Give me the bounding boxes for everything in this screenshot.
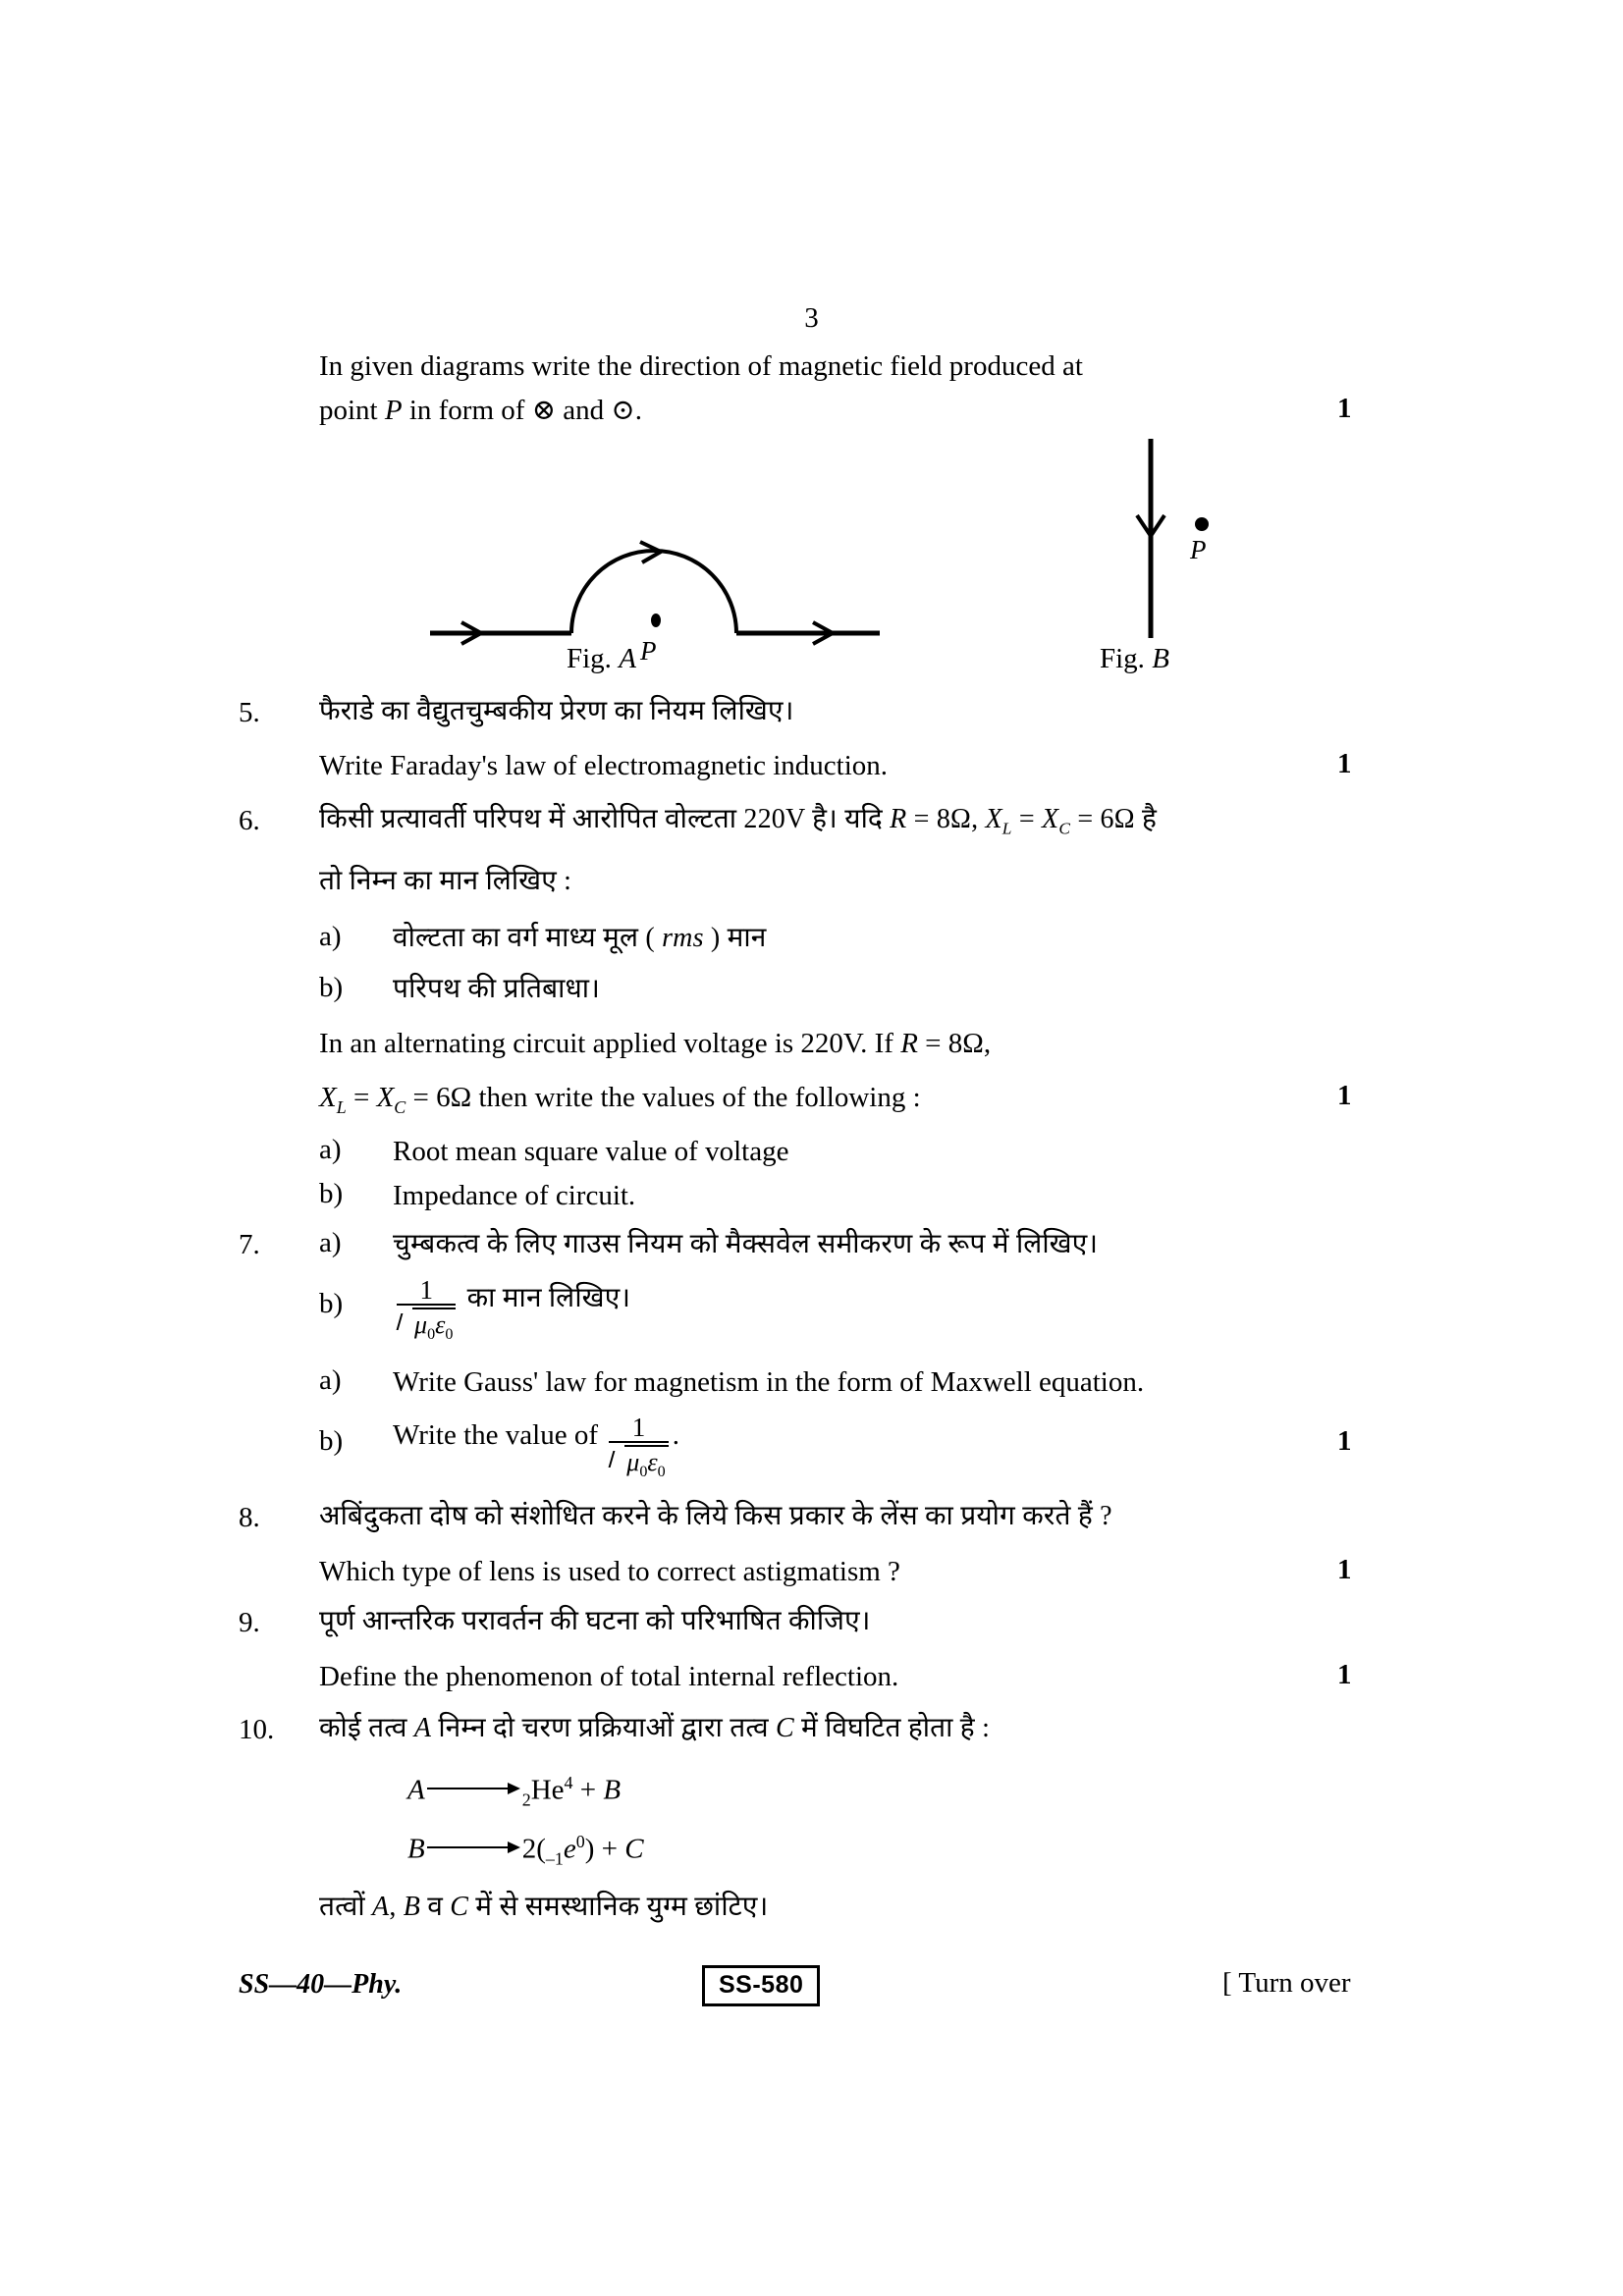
footer-code-badge: SS-580 [702,1965,820,2006]
mu-symbol: μ [414,1310,428,1340]
q6-hi-XL: X [985,804,1002,834]
question-10-hindi-line2 [319,1890,1335,1925]
figure-b-caption-pre: Fig. [1100,643,1153,674]
q10-hi-pre: कोई तत्व [319,1713,414,1743]
mu-subscript: 0 [427,1326,436,1344]
sqrt-icon [397,1308,456,1344]
q6-hi-a-pre: वोल्टता का वर्ग माध्य मूल ( [393,923,663,953]
q6-english-sub-a-label: a) [319,1134,342,1165]
q6-en-tail: then write the values of the following : [471,1082,921,1113]
q6-en-pre: In an alternating circuit applied voltage is 220V. If [319,1028,901,1059]
q6-hindi-sub-a-label: a) [319,921,342,952]
eq2-electron-symbol: e [563,1833,576,1865]
q10-hi2-mid: व [420,1892,451,1922]
epsilon-symbol: ε [435,1310,446,1340]
q6-en-R-val: = 8Ω, [917,1028,992,1059]
q6-hi-R: R [890,804,907,834]
fraction-denominator [397,1306,456,1344]
q6-hi-XC-sub: C [1058,819,1071,838]
radicand [412,1308,456,1344]
eq2-mass-number: 0 [575,1832,585,1851]
q7-english-sub-b-label: b) [319,1425,344,1457]
q10-reaction-equation-1 [407,1772,1424,1812]
sqrt-icon [609,1445,668,1481]
eq2-close-paren: ) [584,1833,595,1865]
q10-hi-mid: निम्न दो चरण प्रक्रियाओं द्वारा तत्व [431,1713,776,1743]
eq2-coefficient: 2( [521,1833,546,1865]
q10-reaction-equation-2 [407,1831,1424,1871]
q7-english-sub-b-text [393,1414,1335,1481]
q6-en-XC: X [376,1082,395,1113]
eq2-reactant: B [407,1833,425,1865]
q7-hindi-sub-a-text: चुम्बकत्व के लिए गाउस नियम को मैक्सवेल समीकरण के रूप में लिखिए। [393,1229,1099,1259]
q10-hi2-pre: तत्वों [319,1892,373,1922]
q4-line2-pre: point [319,395,385,426]
q4-line2-mid: in form of [402,395,532,426]
q6-hindi-sub-b-text: परिपथ की प्रतिबाधा। [393,974,601,1004]
q6-english-sub-b-text: Impedance of circuit. [393,1180,636,1211]
q6-en-eq1: = [346,1082,377,1113]
question-6-number: 6. [239,805,260,836]
q6-hi-eq1: = [1011,804,1043,834]
eq1-plus: + [572,1774,604,1806]
figure-b-caption [1100,643,1169,675]
question-7-number: 7. [239,1229,260,1260]
q6-hi-eq2: = 6Ω [1070,804,1142,834]
q6-en-XL: X [319,1082,337,1113]
mu-subscript: 0 [639,1464,648,1481]
cross-circle-icon: ⊗ [531,395,556,426]
question-10-hindi-line1 [319,1711,1370,1746]
q6-english-sub-b-label: b) [319,1178,344,1209]
eq2-charge-number: –1 [545,1848,564,1869]
figure-a-caption-var: A [619,643,636,674]
q6-hi-a-rms: rms [662,923,704,953]
page-number: 3 [804,302,819,334]
reaction-arrow-icon [427,1841,520,1854]
footer-turn-over: [ Turn over [1222,1967,1351,1999]
q6-en-eq2: = 6Ω [406,1082,472,1113]
figure-a-point-label: P [640,636,657,666]
q7-english-sub-a-label: a) [319,1364,342,1396]
q10-hi2-B: B [403,1892,421,1922]
figure-b-caption-var: B [1152,643,1169,674]
q6-hi-pre: किसी प्रत्यावर्ती परिपथ में आरोपित वोल्टता 220V है। यदि [319,804,891,834]
q7-hi-b-tail: का मान लिखिए। [460,1282,631,1313]
q7-en-b-post: . [672,1418,679,1451]
q6-en-XL-sub: L [336,1096,347,1117]
question-6-hindi-line1 [319,802,1375,840]
question-9-number: 9. [239,1607,260,1638]
question-9-english: Define the phenomenon of total internal reflection. [319,1661,899,1692]
question-10-number: 10. [239,1714,275,1745]
eq1-element-symbol: He [530,1774,565,1806]
figure-a-caption-pre: Fig. [567,643,620,674]
q7-hindi-sub-b-label: b) [319,1288,344,1319]
q6-hi-tail: है [1141,804,1158,834]
q10-hi2-C: C [450,1892,469,1922]
question-9-hindi: पूर्ण आन्तरिक परावर्तन की घटना को परिभाषित कीजिए। [319,1606,871,1636]
q6-english-sub-a-text: Root mean square value of voltage [393,1136,789,1167]
fraction-numerator: 1 [419,1275,433,1305]
radicand [624,1445,668,1481]
q4-instruction-text: In given diagrams write the direction of magnetic field produced at [319,350,1083,382]
question-6-marks: 1 [1337,1080,1352,1111]
q10-element-A: A [413,1713,432,1743]
q10-hi2-A: A [372,1892,390,1922]
question-8-marks: 1 [1337,1554,1352,1585]
q7-hindi-sub-a-label: a) [319,1227,342,1258]
q4-instruction-line2 [319,393,1338,430]
epsilon-symbol: ε [647,1448,658,1477]
footer-paper-subject-code: SS—40—Phy. [239,1969,403,2000]
q4-line2-end: . [634,395,642,426]
eq1-product-B: B [603,1774,622,1806]
q4-marks: 1 [1337,393,1352,424]
eq2-product-C: C [624,1833,644,1865]
fraction-numerator: 1 [631,1413,646,1442]
q10-hi2-comma: , [389,1892,404,1922]
q6-hindi-sub-a-text [393,921,1335,956]
q7-en-b-pre: Write the value of [393,1418,606,1451]
q4-line2-and: and [556,395,612,426]
fraction-denominator [609,1443,668,1481]
inverse-sqrt-mu-eps-fraction-english [609,1414,668,1481]
figure-b-diagram [1129,437,1325,643]
q6-hindi-sub-b-label: b) [319,972,344,1003]
q10-element-C: C [775,1713,794,1743]
question-6-english-line1 [319,1026,1375,1063]
eq1-mass-number: 4 [564,1773,573,1792]
q10-hi2-post: में से समस्थानिक युग्म छांटिए। [468,1892,769,1922]
q6-hi-XL-sub: L [1001,819,1012,838]
q6-hi-R-val: = 8Ω, [906,804,986,834]
q4-instruction-line1 [319,348,1338,386]
question-5-hindi: फैराडे का वैद्युतचुम्बकीय प्रेरण का नियम लिखिए। [319,696,794,726]
q6-hi-XC: X [1042,804,1059,834]
q4-point-variable: P [384,395,403,426]
inverse-sqrt-mu-eps-fraction-hindi [397,1276,456,1344]
eq1-reactant: A [407,1774,425,1806]
reaction-arrow-icon [427,1782,520,1795]
figure-a-diagram [422,510,933,667]
epsilon-subscript: 0 [445,1326,454,1344]
eq2-plus: + [594,1833,625,1865]
mu-symbol: μ [626,1448,640,1477]
q10-hi-post: में विघटित होता है : [793,1713,991,1743]
dot-circle-icon: ⊙ [611,395,635,426]
figure-b-svg [1129,437,1325,643]
q6-en-R: R [900,1028,918,1059]
epsilon-subscript: 0 [657,1464,666,1481]
figure-a-caption [567,643,636,675]
question-6-english-line2 [319,1080,1335,1119]
q7-english-sub-a-text: Write Gauss' law for magnetism in the form of Maxwell equation. [393,1366,1145,1398]
question-8-hindi: अबिंदुकता दोष को संशोधित करने के लिये किस प्रकार के लेंस का प्रयोग करते हैं ? [319,1501,1112,1531]
figure-b-point-label: P [1190,535,1207,564]
question-6-hindi-line2: तो निम्न का मान लिखिए : [319,866,572,896]
q6-en-XC-sub: C [394,1096,406,1117]
question-5-number: 5. [239,697,260,728]
question-8-number: 8. [239,1502,260,1533]
question-5-marks: 1 [1337,748,1352,779]
question-7-marks: 1 [1337,1425,1352,1457]
q7-hindi-sub-b-text [393,1276,1335,1344]
question-9-marks: 1 [1337,1659,1352,1690]
eq1-atomic-number: 2 [521,1789,531,1810]
figure-a-svg [422,510,933,667]
question-5-english: Write Faraday's law of electromagnetic induction. [319,750,889,781]
q6-hi-a-post: ) मान [703,923,767,953]
question-8-english: Which type of lens is used to correct astigmatism ? [319,1556,900,1587]
